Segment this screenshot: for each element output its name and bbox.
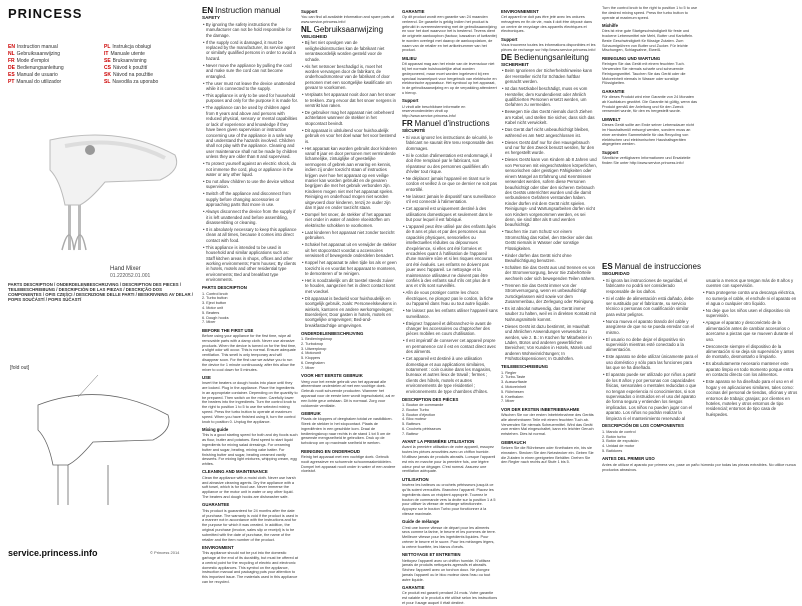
beater-left [68, 205, 71, 250]
language-name: Bruksanvisning [112, 58, 147, 64]
de-use-title: GEBRAUCH [501, 439, 526, 445]
list-item: • Always disconnect the device from the supply if it is left unattended and before assembling, disassembling or cleaning. [203, 209, 296, 225]
securite-heading: SÉCURITÉ [402, 128, 426, 134]
list-item: • Este aparato se debe utilizar únicamente para el uso doméstico y sólo para las funciones para las que se ha diseñado. [603, 354, 698, 371]
list-item: 1. Regler [501, 370, 517, 375]
de-before-text: Wischen Sie vor der ersten Inbetriebnahme des Geräts alle abnehmbaren Teile mit einem feuchten Tuch ab. Verwenden Sie niemals Scheuermittel. Wird das Gerät zum ersten Mal eingeschaltet, kann ein leichter Geruch entstehen. Dies ist normal. [501, 413, 594, 437]
es-before-title: ANTES DEL PRIMER USO [602, 456, 655, 462]
language-code: SE [104, 58, 111, 64]
de-mix-text: Dies ist eine gute Startgeschwindigkeit für feste und trockene Lebensmittel wie Mehl, Butter und Kartoffeln. Beste Geschwindigkeit für flüssige Zutaten. Zum Schaumigrühren von Butter und Zucker. Für leichte Mischungen, Schlagsahne, Eiweiß. [602, 29, 694, 53]
list-item: 6. Knethaken [501, 394, 524, 399]
fr-use-title: UTILISATION [402, 476, 429, 482]
nl-milieu-text: Dit apparaat mag aan het einde van de levensduur niet bij het normale huishoudelijke afval worden gedeponeerd, maar moet worden ingeleverd bij een speciaal inzamelpunt voor hergebruik van elektrische en elektronische apparatuur. Het symbool op het apparaat, in de gebruiksaanwijzing en op de verpakking attendeert u hierop. [402, 62, 497, 95]
list-item: 2. Turbo button [202, 296, 228, 301]
nl-code: NL [301, 24, 312, 34]
de-parts-list [501, 371, 597, 405]
list-item: 1. Control knob [202, 291, 228, 296]
list-item: • Ne déplacez jamais l'appareil en tirant sur le cordon et veillez à ce que ce dernier ne soit pas entortillé. [403, 175, 498, 192]
en-clean-text: Clean the appliance with a moist cloth. Never use harsh and abrasive cleaning agents. Dry the appliance with a soft towel, which is for food use. Never immerse the appliance or the motor unit in water or any other liquid. The beaters and dough hooks are dishwasher safe. [202, 475, 296, 500]
list-item: • Si ignora las instrucciones de seguridad, el fabricante no podrá ser considerado responsable de los daños. [603, 277, 688, 294]
diagram-callout [78, 375, 98, 397]
fr-env-title: ENVIRONNEMENT [501, 8, 539, 14]
veiligheid-heading: VEILIGHEID [301, 33, 328, 39]
list-item: 2. Bouton Turbo [402, 407, 430, 412]
nl-parts-title: ONDERDELENBESCHRIJVING [301, 330, 364, 336]
nl-support-text: U vindt alle beschikbare informatie en reserveonderdelen vindt op http://www.service.princess.info! [402, 104, 466, 119]
de-code: DE [501, 52, 513, 62]
language-name: Návod k použití [112, 65, 148, 71]
list-item: • Koppel het apparaat te allen tijde los als er geen toezicht is en voordat het apparaat te monteren, te demonteren of te reinigen. [302, 260, 397, 276]
list-item: • Tauchen Sie zum Schutz vor einem Stromschlag das Kabel, den Stecker oder das Gerät niemals in Wasser oder sonstige Flüssigkeiten. [502, 229, 593, 251]
fr-guarantee-title: GARANTIE [402, 585, 425, 591]
list-item: • No deje que los niños usen el dispositivo sin supervisión. [703, 308, 791, 319]
en-use-text: Insert the beaters or dough hooks into place until they are locked. Plug in the appliance. Place the ingredients in an appropriate container. Depending on the quantity to be prepared. Then switch on the mixer. Carefully lower the beaters into the ingredients. Turn the control knob to the right to position 1 to 5 to use the selected mixing speed. Press the turbo button to operate at maximum speed. When you have finished using it, turn the control knob to position 0. Unplug the appliance. [202, 381, 298, 424]
list-item: • Het is noodzakelijk om dit toestel steeds zuiver te houden, aangezien het in direct contact komt met voedsel. [302, 277, 396, 294]
list-item: 3. Bouton d'éjection [402, 412, 436, 417]
list-item: • Ne laissez pas les enfants utiliser l'appareil sans surveillance. [403, 308, 498, 319]
nl-garantie-text: Op dit product wordt een garantie van 24 maanden verleend. De garantie is geldig indien het product is gebruikt in overeenstemming met de gebruiksaanwijzing en voor het doel waarvoor het is bestemd. Tevens dient de originele aankoopbon (factuur, kassabon of kwitantie) te worden overlegd met daarop de aankoopdatum, de naam van de retailer en het artikelnummer van het product. [402, 14, 497, 53]
es-safety-list [602, 278, 798, 421]
list-item: • Es ist absolut notwendig, das Gerät immer sauber zu halten, weil es in direkten Kontakt mit Nahrungsmitteln kommt. [502, 306, 596, 322]
control-knob [85, 145, 95, 155]
list-item: 1. Bouton de commande [402, 403, 444, 407]
fr-support-text: Vous trouverez toutes les informations disponibles et les pièces de rechange sur http://www.service.princess.info! [501, 43, 596, 52]
list-item: 5. Batteurs [402, 422, 421, 427]
en-guarantee-title: GUARANTEE [202, 502, 230, 508]
en-before-text: Before using your appliance for the first time, wipe all removable parts with a damp cloth. Never use abrasive products. When the device is turned on for the first time, a slight odor will occur. This is normal. Ensure adequate ventilation. This smell is only temporary and will disappear soon. For the first use we advise you to run the device for 1 minute continuously, after this allow the mixer to cool down for 5 minutes. [202, 334, 297, 372]
list-item: • De gebruiker mag het apparaat niet onbeheerd achterlaten wanneer de stekker in het stopcontact bevindt. [302, 109, 395, 126]
list-item: • Dit apparaat is uitsluitend voor huishoudelijk gebruik en voor het doel waar het voor bestemd is. [302, 127, 397, 144]
list-item: • Cet appareil est destiné à une utilisation domestique et aux applications similaires, notamment : coin cuisine dans les magasins, bureaux et autres lieux de travail ; fermes ; clients des hôtels, motels et autres environnements de type résidentiel ; environnements de type chambres d'hôtes. [403, 356, 492, 394]
list-item: 3. Eject button [202, 301, 227, 306]
fr-parts-list [402, 403, 498, 437]
de-use-text: Setzen Sie die Rührbesen oder Knethaken ein, bis sie einrasten. Stecken Sie den Netzstecker ein. Geben Sie die Zutaten in einen geeigneten Behälter. Drehen Sie den Regler nach rechts auf Stufe 1 bis 5. [501, 445, 594, 465]
en-safety-list [202, 22, 298, 283]
fr-use-text: Insérez les batteurs ou crochets pétrisseurs jusqu'à ce qu'ils soient verrouillés. Branchez l'appareil. Placez les ingrédients dans un récipient approprié. Tournez le bouton de commande vers la droite sur la position 1 à 5 pour utiliser la vitesse de mélange sélectionnée. Appuyez sur le bouton Turbo pour fonctionner à la vitesse maximale. [402, 483, 496, 516]
nl-clean-title: REINIGING EN ONDERHOUD [301, 448, 360, 454]
list-item: 3. Botón de expulsión [602, 439, 639, 444]
de-clean-title: REINIGUNG UND WARTUNG [602, 55, 661, 61]
language-item [104, 72, 196, 79]
copyright: © Princess 2014 [150, 550, 180, 555]
nl-heading [301, 24, 397, 34]
list-item: 7. Mixer [501, 399, 515, 404]
fr-guide-text: C'est une bonne vitesse de départ pour les aliments secs comme la farine, le beurre et les pommes de terre. Meilleure vitesse pour les ingrédients liquides. Pour crémer le beurre et le sucre. Pour les mélanges légers, la crème fouettée, les blancs d'œufs. [402, 525, 496, 549]
en-tips-text: This is a good starting speed for both and dry foods such as flour, butter and potatoes. Best speed to start liquid ingredients for mixing salad dressings. For creaming butter and sugar, beating, mixing cake batter. For finishing butter and sugar, beating creamed vanity desserts. For mixing light mixtures, whipping cream, egg whites. [202, 433, 298, 467]
list-item: • Ist das Netzkabel beschädigt, muss es vom Hersteller, dem Kundendienst oder ähnlich qualifizierten Personen ersetzt werden, um Gefahren zu vermeiden. [502, 86, 588, 108]
parts-diagram [8, 345, 192, 515]
de-safety-list [501, 68, 597, 361]
nl-garantie-title: GARANTIE [402, 8, 425, 14]
list-item: • This appliance is intended to be used in household and similar applications such as: Staff kitchen areas in shops, offices and other working environments; Farm houses; By clients in hotels, motels and other residential type environments; Bed and breakfast type environments. [203, 244, 297, 283]
column-nl [301, 6, 397, 571]
page-nl-fr-de [400, 0, 600, 606]
language-code: SK [104, 72, 111, 78]
list-item: 6. Dough hooks [202, 315, 229, 320]
list-item: 5. Batidores [602, 449, 623, 454]
list-item: • Dompel het snoer, de stekker of het apparaat niet onder in water of andere vloeistoffen om elektrische schokken te voorkomen. [302, 212, 391, 228]
en-support-text: You can find all available information and spare parts at www.service.princess.info! [301, 14, 395, 24]
fr-guide-title: Guide de mélange [402, 519, 440, 525]
list-item: • Never move the appliance by pulling the cord and make sure the cord can not become entangled. [203, 62, 292, 79]
language-code: FR [8, 58, 15, 64]
nl-parts-list [301, 337, 397, 371]
en-env-text: This appliance should not be put into the domestic garbage at the end of its durability, but must be offered at a central point for the recycling of electric and electronic domestic appliances. This symbol on the appliance, instruction manual and packaging puts your attention to this important issue. The materials used in this appliance can be recycled. [202, 551, 298, 585]
list-item: 5. Kloppers [301, 356, 321, 361]
language-code: DE [8, 65, 15, 71]
hand-mixer-image [10, 110, 190, 260]
list-item: • This appliance is only to be used for household purposes and only for the purpose it is made for. [203, 93, 298, 104]
de-support-title: Support [602, 149, 619, 155]
column-nl-fr [402, 6, 498, 606]
en-use-title: USE [202, 374, 211, 380]
list-item: • To protect yourself against an electric shock, do not immerse the cord, plug or appliance in the water or any other liquid. [203, 161, 297, 177]
list-item: • El aparato puede ser utilizado por niños a partir de los 8 años y por personas con capacidades físicas, sensoriales o mentales reducidas o que no tengan experiencia ni conocimientos, si son supervisados o instruidos en el uso del aparato de forma segura y entienden los riesgos implicados. Los niños no pueden jugar con el aparato. Los niños no podrán realizar la limpieza ni el mantenimiento reservado al usuario a menos que tengan más de 8 años y cuenten con supervisión. [603, 277, 794, 421]
en-clean-title: CLEANING AND MAINTENANCE [202, 469, 268, 475]
list-item: • It is absolutely necessary to keep this appliance clean at all times, because it comes into direct contact with food. [203, 226, 297, 243]
list-item: 7. Mixer [301, 365, 315, 370]
language-list [8, 44, 196, 86]
list-item: • Laat kinderen het apparaat niet zonder toezicht gebruiken. [302, 229, 395, 241]
es-heading [602, 264, 798, 269]
list-item: • Afin de vous protéger contre les chocs électriques, ne plongez pas le cordon, la fiche ou l'appareil dans l'eau ou tout autre liquide. [403, 290, 494, 307]
de-heading [501, 52, 597, 62]
list-item: • Schakel het apparaat uit en verwijder de stekker uit het stopcontact voordat u accessoires verwisselt of bewegende onderdelen benadert. [302, 242, 397, 259]
list-item: • Desconecte siempre el dispositivo de la alimentación si se deja sin supervisión y antes de montarlo, desmontarlo o limpiarlo. [703, 343, 795, 360]
es-parts-title: DESCRIPCIÓN DE LOS COMPONENTES [602, 423, 684, 429]
language-item [8, 51, 100, 58]
nl-use-title: GEBRUIK [301, 410, 321, 416]
column-es [602, 262, 798, 572]
list-item: • Ne laissez jamais le dispositif sans surveillance s'il est connecté à l'alimentation. [403, 193, 496, 205]
list-item: 2. Turboknop [301, 341, 324, 346]
column-en [202, 6, 298, 585]
language-item [104, 79, 196, 86]
fr-support-title: Support [501, 36, 518, 42]
page-de-es [600, 0, 802, 575]
list-item: 3. Uitwerpknop [301, 346, 327, 351]
fr-heading [402, 119, 498, 129]
fr-clean-title: NETTOYAGE ET ENTRETIEN [402, 552, 461, 558]
language-item [104, 58, 196, 65]
nl-safety-list [301, 40, 397, 328]
list-item: • Nunca mueva el aparato tirando del cable y asegúrese de que no se pueda enredar con el mismo. [603, 318, 694, 335]
list-item: • Do not allow children to use the device without supervision. [203, 178, 295, 190]
nl-clean-text: Reinig het apparaat met een vochtige doek. Gebruik nooit agressieve en schurende schoonmaakmiddelen. Dompel het apparaat nooit onder in water of een andere vloeistof. [301, 454, 396, 474]
en-heading [202, 8, 298, 13]
list-item: 4. Motoreinheit [501, 384, 527, 389]
es-code: ES [602, 262, 613, 271]
language-name: Bedienungsanleitung [16, 65, 64, 71]
list-item: • Este aparato se ha diseñado para el uso en el hogar y en aplicaciones similares, tales como: cocinas del personal de tiendas, oficinas y otros entornos de trabajo; granjas; por clientes en hoteles, moteles y otros entornos de tipo residencial; entornos de tipo casa de huéspedes. [703, 379, 798, 417]
language-name: Instruction manual [16, 44, 58, 50]
list-item: 7. Mixer [202, 320, 216, 325]
language-code: SL [104, 79, 111, 85]
column-fr-de [501, 6, 597, 571]
en-support-title: Support [301, 8, 318, 14]
list-item: • If the supply cord is damaged, it must be replaced by the manufacturer, its service agent or similarly qualified persons in order to avoid a hazard. [203, 39, 296, 61]
list-item: • Dieses Gerät kann von Kindern ab 8 Jahren und von Personen mit eingeschränkten körperlichen, sensorischen oder geistigen Fähigkeiten oder einem Mangel an Erfahrung und Kenntnissen verwendet werden, sofern diese Personen beaufsichtigt oder über den sicheren Gebrauch des Geräts unterrichtet wurden und die damit verbundenen Gefahren verstanden haben. Kinder dürfen mit dem Gerät nicht spielen. Reinigungs- und Wartungsarbeiten dürfen nicht von Kindern vorgenommen werden, es sei denn, sie sind älter als 8 und werden beaufsichtigt. [502, 157, 597, 228]
nl-use-text: Plaats de kloppers of deeghaken totdat ze vastklikken. Steek de stekker in het stopcontact. Plaats de ingrediënten in een geschikte kom. Draai de bedieningsknop naar rechts in de stand 1 tot 5 om de gewenste mengsnelheid te gebruiken. Druk op de turboknop om op maximale snelheid te werken. [301, 417, 393, 446]
fr-clean-text: Nettoyez l'appareil avec un chiffon humide. N'utilisez jamais de produits nettoyants agressifs et abrasifs. Séchez l'appareil avec un torchon doux. Ne plongez jamais l'appareil ou le bloc moteur dans l'eau ou tout autre liquide. [402, 558, 491, 582]
language-code: PL [104, 44, 111, 50]
en-code: EN [202, 6, 214, 15]
de-env-text: Dieses Gerät sollte am Ende seiner Lebensdauer nicht im Haushaltsmüll entsorgt werden, sondern muss an einer zentralen Sammelstelle für das Recycling von elektrischen und elektronischen Haushaltsgeräten abgegeben werden. [602, 123, 695, 147]
language-name: Manual de usuario [16, 72, 58, 78]
nl-milieu-title: MILIEU [402, 55, 417, 61]
de-parts-title: TEILEBESCHREIBUNG [501, 364, 549, 370]
language-code: PT [8, 79, 15, 85]
es-before-text: Antes de utilizar el aparato por primera vez, pase un paño húmedo por todas las piezas extraíbles. No utilice nunca productos abrasivos. [602, 462, 796, 472]
language-item [8, 58, 100, 65]
sicherheit-heading: SICHERHEIT [501, 62, 529, 67]
de-env-title: UMWELT [602, 116, 621, 122]
list-item: 2. Turbo-Taste [501, 375, 526, 380]
fold-out-label: [fold out] [10, 365, 30, 371]
list-item: 1. Bedieningsknop [301, 337, 333, 342]
list-item: • The user must not leave the device unattended while it is connected to the supply. [203, 80, 296, 92]
list-item: 6. Crochets pétrisseurs [402, 426, 442, 431]
cover-page [0, 0, 200, 575]
list-item: • Dieses Gerät ist dazu bestimmt, im Haushalt und ähnlichen Anwendungen verwendet zu werden, wie z. B.: In Küchen für Mitarbeiter in Läden, Büros und anderen gewerblichen Bereichen; Von Kunden in Hotels, Motels und anderen Wohneinrichtungen; In Frühstückspensionen; In Gutshöfen. [502, 323, 592, 362]
list-item: 4. Bloc moteur [402, 417, 427, 422]
list-item: • Dieses Gerät darf nur für den Hausgebrauch und nur für den Zweck benutzt werden, für den es hergestellt wurde. [502, 139, 595, 156]
safety-heading: SAFETY [202, 15, 221, 21]
de-title: Bedienungsanleitung [514, 52, 589, 62]
de-intro-text: Turn the control knob to the right to position 1 to 5 to use the desired mixing speed. Press the turbo button to operate at maximum speed. [602, 6, 698, 20]
list-item: • Si el cable de alimentación está dañado, debe ser sustituido por el fabricante, su servicio técnico o personas con cualificación similar para evitar peligros. [603, 295, 694, 317]
language-name: Manuale utente [110, 51, 145, 57]
de-guarantee-text: Für dieses Produkt wird eine Garantie von 24 Monaten ab Kaufdatum gewährt. Die Garantie ist gültig, wenn das Produkt gemäß der Anleitung und für den Zweck verwendet wurde, für den es hergestellt wurde. [602, 95, 697, 114]
en-env-title: ENVIRONMENT [202, 544, 234, 550]
de-support-text: Sämtliche verfügbaren Informationen und Ersatzteile finden Sie unter http://www.service.princess.info! [602, 156, 691, 165]
de-clean-text: Reinigen Sie das Gerät mit einem feuchten Tuch. Verwenden Sie niemals scharfe und scheuernde Reinigungsmittel. Tauchen Sie das Gerät oder die Motoreinheit niemals in Wasser oder sonstige Flüssigkeiten. [602, 62, 686, 86]
fr-parts-title: DESCRIPTION DES PIÈCES [402, 396, 459, 402]
beater-whisk [62, 235, 86, 250]
de-guarantee-title: GARANTIE [602, 88, 625, 94]
seguridad-heading: SEGURIDAD [602, 271, 630, 277]
list-item: 4. Motor unit [202, 305, 224, 310]
language-item [8, 44, 100, 51]
nl-support-title: Support [402, 98, 419, 104]
fr-safety-list [402, 135, 498, 394]
fr-before-title: AVANT LA PREMIÈRE UTILISATION [402, 439, 475, 445]
language-item [8, 65, 100, 72]
fr-code: FR [402, 119, 413, 129]
fr-env-text: Cet appareil ne doit pas être jeté avec les ordures ménagères en fin de vie, mais il doit être déposé dans un centre de recyclage des appareils électriques et électroniques. [501, 14, 592, 34]
list-item: • Als het netsnoer beschadigd is, moet het worden vervangen door de fabrikant, de onderhoudsmonteur van de fabrikant of door personen met een soortgelijke kwalificatie om gevaar te voorkomen. [302, 63, 392, 91]
list-item: • Bij het niet opvolgen van de veiligheidsinstructies kan de fabrikant niet verantwoordelijk worden gesteld voor de schade. [302, 40, 385, 62]
list-item: • Verplaats het apparaat nooit door aan het snoer te trekken. Zorg ervoor dat het snoer nergens in verstrikt kan raken. [302, 92, 397, 108]
language-item [104, 65, 196, 72]
princess-logo: PRINCESS [8, 6, 83, 21]
language-name: Instrukcja obsługi [112, 44, 152, 50]
page-en-nl [200, 0, 400, 585]
en-parts-list [202, 292, 298, 326]
list-item: • Apague el aparato y desconéctelo de la alimentación antes de cambiar accesorios o acercarse a piezas que se mueven durante el uso. [703, 320, 793, 342]
list-item: • Si vous ignorez les instructions de sécurité, le fabricant ne saurait être tenu responsable des dommages. [403, 134, 494, 151]
fr-before-text: Avant la première utilisation de votre appareil, essuyez toutes les pièces amovibles avec un chiffon humide. N'utilisez jamais de produits abrasifs. Lorsque l'appareil est mis en marche pour la première fois, une légère odeur peut se dégager. C'est normal. Assurez une ventilation adéquate. [402, 445, 496, 474]
list-item: • Kinder dürfen das Gerät nicht ohne Beaufsichtigung benutzen. [502, 252, 572, 263]
language-name: Návod na použitie [112, 72, 153, 78]
language-item [8, 72, 100, 79]
list-item: • By ignoring the safety instructions the manufacturer can not be hold responsible for the damage. [203, 21, 292, 38]
list-item: 7. Batteur [402, 431, 419, 436]
diagram-mixer-outline [38, 395, 169, 465]
language-code: CS [104, 65, 111, 71]
parts-header: PARTS DESCRIPTION / ONDERDELENBESCHRIJVING / DESCRIPTION DES PIECES / TEILEBESCHREIBUNG / DESCRIPCIÓN DE LAS PIEZAS / DESCRIÇÃO DOS COMPONENTES / OPIS CZĘŚCI / DESCRIZIONE DELLE PARTI / BESKRIVNING AV DELAR / POPIS SOUČÁSTÍ / POPIS SÚČASTÍ [8, 282, 193, 302]
list-item: • Es absolutamente necesario mantener este aparato limpio en todo momento porque entra en contacto directo con los alimentos. [703, 361, 794, 378]
list-item: • Het apparaat kan worden gebruikt door kinderen vanaf 8 jaar en door personen met verminderde lichamelijke, zintuiglijke of geestelijke vermogens of gebrek aan ervaring en kennis, indien zij onder toezicht staan of instructies krijgen over hoe het apparaat op een veilige manier kan worden gebruikt en de gevaren begrijpen die met het gebruik verbonden zijn. Kinderen mogen niet met het apparaat spelen. Reiniging en onderhoud mogen niet worden uitgevoerd door kinderen, tenzij ze ouder zijn dan 8 jaar en onder toezicht staan. [302, 145, 397, 211]
list-item: • Éteignez l'appareil et débranchez-le avant de changer les accessoires ou d'approcher des pièces mobiles en cours d'utilisation. [403, 320, 492, 337]
list-item: 4. Unidad de motor [602, 444, 635, 449]
list-item: • Bewegen Sie das Gerät niemals durch Ziehen am Kabel, und stellen Sie sicher, dass sich das Kabel nicht verwickelt. [502, 109, 595, 126]
language-code: NL [8, 51, 15, 57]
beater-right [78, 205, 81, 250]
language-item [8, 79, 100, 86]
nl-before-title: VOOR HET EERSTE GEBRUIK [301, 373, 363, 379]
list-item: 5. Rührbesen [501, 389, 524, 394]
list-item: • Il est impératif de conserver cet appareil propre en permanence car il est en contact direct avec des aliments. [403, 338, 497, 355]
fr-title: Manuel d'instructions [414, 119, 490, 129]
list-item: 6. Deeghaken [301, 361, 325, 366]
de-before-title: VOR DER ERSTEN INBETRIEBNAHME [501, 406, 580, 412]
de-mix-title: Mixhilfe [602, 22, 618, 28]
nl-before-text: Veeg voor het eerste gebruik van het apparaat alle afneembare onderdelen af met een vochtige doek. Gebruik nooit schurende producten. Wanneer het apparaat voor de eerste keer wordt ingeschakeld, zal er een lichte geur ontstaan. Dit is normaal. Zorg voor voldoende ventilatie. [301, 379, 395, 408]
list-item: • Para protegerse contra una descarga eléctrica, no sumerja el cable, el enchufe ni el aparato en el agua o cualquier otro líquido. [703, 290, 797, 307]
list-item: • Das Gerät darf nicht unbeaufsichtigt bleiben, während es am Netz angeschlossen ist. [502, 127, 590, 138]
list-item: • L'appareil peut être utilisé par des enfants âgés de 8 ans et plus et par des personnes aux capacités physiques, sensorielles ou intellectuelles réduites ou dépourvues d'expérience, si elles ont été formées et encadrées quant à l'utilisation de l'appareil d'une manière sûre et si les risques encourus ont été évalués. Les enfants ne doivent pas jouer avec l'appareil. Le nettoyage et la maintenance utilisateur ne doivent pas être confiés à des enfants sauf s'ils ont plus de 8 ans et s'ils sont surveillés. [403, 223, 496, 289]
list-item: • Dit apparaat is bedoeld voor huishoudelijk en soortgelijk gebruik, zoals: Personeelskeukens in winkels, kantoren en andere werkomgevingen; Boerderijen; Door gasten in hotels, motels en soortgelijke omgevingen; Bed-and-breakfastachtige omgevingen. [302, 295, 397, 328]
list-item: • Si le cordon d'alimentation est endommagé, il doit être remplacé par le fabricant, son réparateur ou des personnes qualifiées afin d'éviter tout risque. [403, 152, 493, 174]
list-item: • El usuario no debe dejar el dispositivo sin supervisión mientras esté conectado a la alimentación. [603, 336, 685, 353]
service-url: service.princess.info [8, 548, 98, 558]
language-code: ES [8, 72, 15, 78]
list-item: 1. Mando de control [602, 429, 636, 434]
list-item: 4. Motorunit [301, 351, 322, 356]
es-title: Manual de instrucciones [614, 262, 701, 271]
nl-title: Gebruiksaanwijzing [313, 24, 384, 34]
list-item: • Cet appareil est uniquement destiné à des utilisations domestiques et seulement dans le but pour lequel il est fabriqué. [403, 206, 493, 222]
product-code: 01.222052.01.001 [110, 273, 151, 279]
list-item: • Switch off the appliance and disconnect from supply before changing accessories or approaching parts that move in use. [203, 191, 291, 208]
list-item: • Beim Ignorieren der Sicherheitshinweise kann der Hersteller nicht für Schäden haftbar gemacht werden. [502, 68, 593, 85]
language-name: Navodila za uporabo [112, 79, 159, 85]
list-item: • The appliance can be used by children aged from 8 years and above and persons with reduced physical, sensory or mental capabilities or lack of experience and knowledge if they have been given supervision or instruction concerning use of the appliance in a safe way and understand the hazards involved. Children shall not play with the appliance. Cleaning and user maintenance shall not be made by children unless they are older than 8 and supervised. [203, 105, 298, 160]
language-name: Manual do utilizador [16, 79, 62, 85]
list-item: • Trennen Sie das Gerät immer von der Stromversorgung, wenn es unbeaufsichtigt zurückgelassen wird sowie vor dem Zusammenbau, der Zerlegung oder Reinigung. [502, 282, 595, 304]
list-item: 3. Auswurftaste [501, 380, 527, 385]
language-code: IT [104, 51, 109, 57]
language-item [104, 44, 196, 51]
en-tips-title: Mixing guide [202, 426, 229, 432]
language-name: Mode d'emploi [16, 58, 50, 64]
language-item [104, 51, 196, 58]
product-name: Hand Mixer [110, 266, 141, 272]
en-title: Instruction manual [215, 6, 281, 15]
list-item: 2. Botón turbo [602, 434, 626, 439]
list-item: 5. Beaters [202, 310, 220, 315]
list-item: • Schalten Sie das Gerät aus und trennen es von der Stromversorgung, bevor Sie Zubehörteile wechseln oder sich bewegenden Teilen nähern. [502, 264, 596, 281]
language-name: Gebruiksaanwijzing [16, 51, 61, 57]
en-guarantee-text: This product is guaranteed for 24 months after the date of purchase. The warranty is void if the product is used in a manner not in accordance with the instructions and for the purpose for which it was created. In addition, the original purchase (invoice, sales slip or receipt) is to be submitted with the date of purchase, the name of the retailer and the item number of the product. [202, 508, 298, 542]
en-before-title: BEFORE THE FIRST USE [202, 327, 254, 333]
fr-guarantee-text: Ce produit est garanti pendant 24 mois. Votre garantie est valable si le produit a été utilisé selon les instructions et pour l'usage auquel il était destiné. [402, 591, 498, 606]
es-parts-list [602, 430, 798, 454]
en-parts-title: PARTS DESCRIPTION [202, 285, 247, 291]
language-code: EN [8, 44, 15, 50]
